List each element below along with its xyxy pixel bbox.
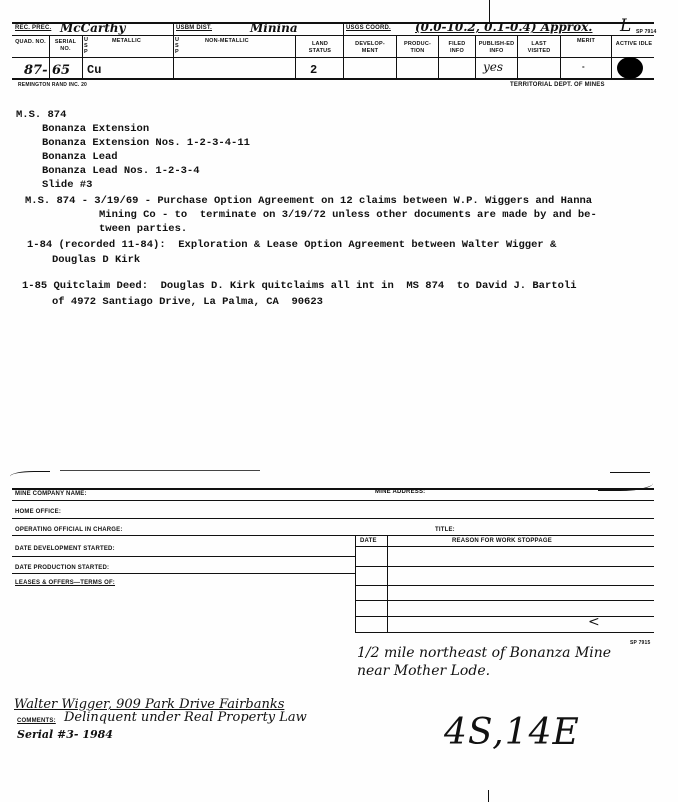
location-note-line-1: 1/2 mile northeast of Bonanza Mine bbox=[357, 645, 612, 661]
usp-letters-metallic: U S P bbox=[84, 37, 89, 55]
claim-item: Bonanza Lead Nos. 1-2-3-4 bbox=[42, 165, 200, 177]
entry-3-line-2: of 4972 Santiago Drive, La Palma, CA 90623 bbox=[52, 296, 323, 308]
comments-line-1: Delinquent under Real Property Law bbox=[64, 710, 307, 725]
leases-label: LEASES & OFFERS—TERMS OF: bbox=[15, 580, 116, 586]
title-label: TITLE: bbox=[435, 527, 455, 533]
form-number: SP 7914 bbox=[636, 29, 657, 35]
land-status-label: LAND STATUS bbox=[308, 41, 332, 54]
rec-prec-label: REC. PREC. bbox=[15, 25, 52, 31]
last-visited-label: LAST VISITED bbox=[527, 41, 551, 54]
date-production-label: DATE PRODUCTION STARTED: bbox=[15, 565, 110, 571]
date-development-label: DATE DEVELOPMENT STARTED: bbox=[15, 546, 115, 552]
reason-col-label: REASON FOR WORK STOPPAGE bbox=[452, 538, 552, 544]
claim-item: Bonanza Extension bbox=[42, 123, 150, 135]
date-col-label: DATE bbox=[360, 538, 377, 544]
mine-address-label: MINE ADDRESS: bbox=[375, 489, 426, 495]
operating-official-label: OPERATING OFFICIAL IN CHARGE: bbox=[15, 527, 123, 533]
filed-info-label: FILED INFO bbox=[448, 41, 466, 54]
production-label: PRODUC-TION bbox=[403, 41, 432, 54]
usp-letters-nonmetallic: U S P bbox=[175, 37, 180, 55]
claim-list bbox=[42, 122, 250, 192]
entry-2-line-1: 1-84 (recorded 11-84): Exploration & Lease Option Agreement between Walter Wigger & bbox=[27, 239, 557, 251]
active-dot-icon bbox=[617, 57, 643, 79]
entry-3-line-1: 1-85 Quitclaim Deed: Douglas D. Kirk quitclaims all int in MS 874 to David J. Bartoli bbox=[22, 280, 577, 292]
active-idle-label: ACTIVE IDLE bbox=[615, 41, 653, 47]
claim-item: Bonanza Lead bbox=[42, 151, 118, 163]
walter-wigger-line: Walter Wigger, 909 Park Drive Fairbanks bbox=[14, 697, 285, 712]
form-number-2: SP 7915 bbox=[630, 640, 651, 646]
claim-item: Bonanza Extension Nos. 1-2-3-4-11 bbox=[42, 137, 250, 149]
comments-label: COMMENTS: bbox=[17, 718, 56, 724]
nonmetallic-label: NON-METALLIC bbox=[205, 38, 249, 44]
entry-1-line-3: tween parties. bbox=[99, 223, 188, 235]
entry-2-line-2: Douglas D Kirk bbox=[52, 254, 141, 266]
territorial-dept: TERRITORIAL DEPT. OF MINES bbox=[510, 82, 605, 88]
home-office-label: HOME OFFICE: bbox=[15, 509, 62, 515]
entry-1-line-2: Mining Co - to terminate on 3/19/72 unless other documents are made by and be- bbox=[99, 209, 597, 221]
printer-note: REMINGTON RAND INC. 20 bbox=[18, 82, 88, 88]
serial-no-label: SERIAL NO. bbox=[54, 39, 77, 52]
quad-no-label: QUAD. NO. bbox=[15, 39, 46, 45]
published-value: yes bbox=[483, 60, 504, 74]
quad-value: 87- 65 bbox=[24, 63, 71, 78]
ms-title: M.S. 874 bbox=[16, 109, 67, 121]
merit-value: - bbox=[582, 62, 585, 71]
comments-line-2: Serial #3- 1984 bbox=[17, 728, 113, 741]
usgs-coord-label: USGS COORD. bbox=[346, 25, 391, 31]
metallic-label: METALLIC bbox=[112, 38, 141, 44]
develop-label: DEVELOP-MENT bbox=[355, 41, 385, 54]
rec-prec-value: McCarthy bbox=[60, 21, 126, 35]
entry-1-line-1: M.S. 874 - 3/19/69 - Purchase Option Agreement on 12 claims between W.P. Wiggers and Hanna bbox=[25, 195, 593, 207]
claim-item: Slide #3 bbox=[42, 179, 93, 191]
published-info-label: PUBLISH-ED INFO bbox=[478, 41, 515, 54]
mine-company-label: MINE COMPANY NAME: bbox=[15, 491, 87, 497]
metallic-value: Cu bbox=[87, 63, 102, 77]
land-status-value: 2 bbox=[310, 63, 318, 77]
map-reference: 4S,14E bbox=[444, 712, 580, 753]
usgs-coord-value: (0.0-10.2, 0.1-0.4) Approx. bbox=[415, 20, 593, 34]
usbm-dist-value: Minina bbox=[250, 21, 298, 35]
location-note-line-2: near Mother Lode. bbox=[357, 663, 491, 679]
merit-label: MERIT bbox=[576, 38, 596, 44]
corner-mark: L bbox=[620, 16, 632, 36]
usbm-dist-label: USBM DIST. bbox=[176, 25, 213, 31]
